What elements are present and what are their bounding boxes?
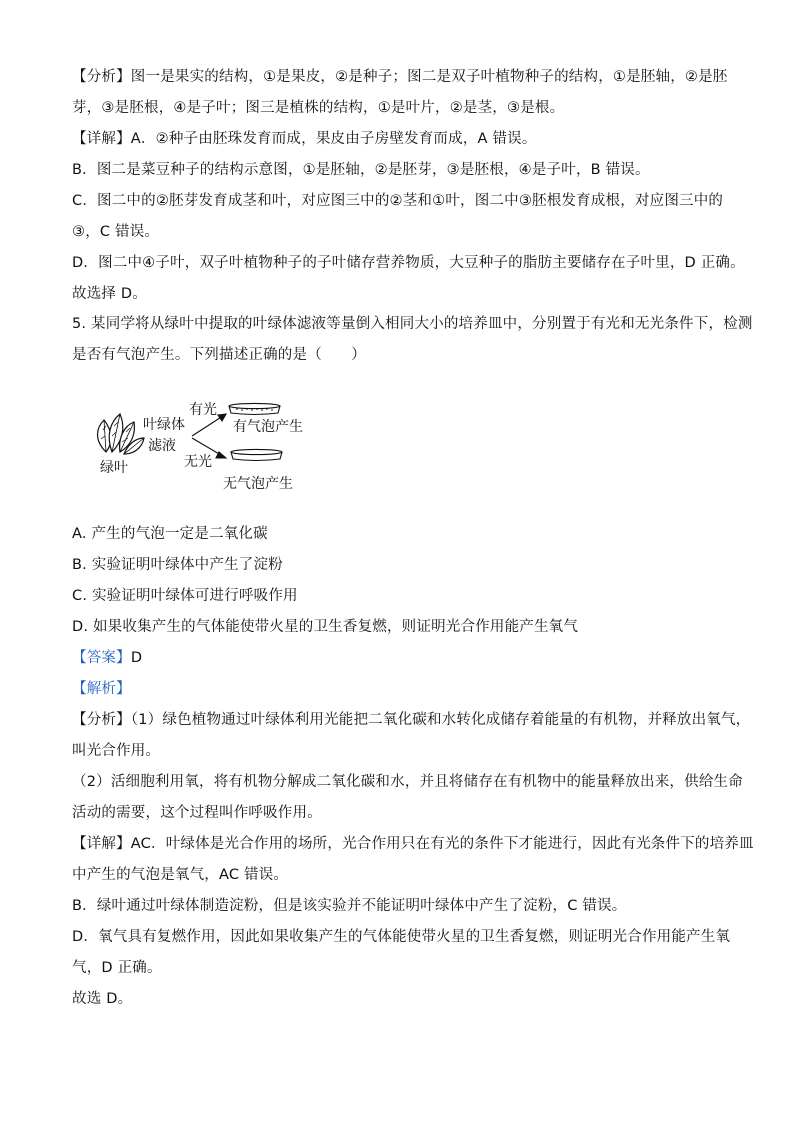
text-line: 活动的需要，这个过程叫作呼吸作用。 (72, 805, 322, 821)
petri-dish-icon (231, 449, 282, 460)
option-a: A. 产生的气泡一定是二氧化碳 (72, 526, 268, 542)
text-line: 故选择 D。 (72, 286, 147, 302)
arrow-icon (192, 414, 226, 458)
answer (72, 648, 732, 668)
text-line: 【详解】A．②种子由胚珠发育而成，果皮由子房壁发育而成，A 错误。 (72, 131, 537, 147)
text-line: 芽，③是胚根，④是子叶；图三是植株的结构，①是叶片，②是茎，③是根。 (72, 100, 565, 116)
dark-condition: 无光 (184, 454, 212, 470)
text-line: 【分析】图一是果实的结构，①是果皮，②是种子；图二是双子叶植物种子的结构，①是胚轴，②是胚 (72, 69, 728, 85)
experiment-diagram (92, 392, 322, 502)
text-line: B．图二是菜豆种子的结构示意图，①是胚轴，②是胚芽，③是胚根，④是子叶，B 错误。 (72, 162, 650, 178)
result-with-light: 有气泡产生 (233, 419, 303, 435)
text-line: 【详解】AC．叶绿体是光合作用的场所，光合作用只在有光的条件下才能进行，因此有光条件下的培养皿 (72, 836, 754, 852)
option-c: C. 实验证明叶绿体可进行呼吸作用 (72, 588, 298, 604)
text-line: D．图二中④子叶，双子叶植物种子的子叶储存营养物质，大豆种子的脂肪主要储存在子叶里，D 正确。 (72, 255, 745, 271)
answer-value: D (130, 650, 143, 666)
leaf-icon (98, 414, 145, 454)
light-condition: 有光 (189, 402, 217, 418)
filtrate-label: 叶绿体 (143, 417, 185, 433)
result-without-light: 无气泡产生 (223, 476, 293, 492)
text-line: D．氧气具有复燃作用，因此如果收集产生的气体能使带火星的卫生香复燃，则证明光合作用能产生氧 (72, 929, 731, 945)
answer-label: 【答案】 (72, 650, 131, 666)
text-line: C．图二中的②胚芽发育成茎和叶，对应图三中的②茎和①叶，图二中③胚根发育成根，对应图三中的 (72, 193, 724, 209)
text-line: 【分析】（1）绿色植物通过叶绿体利用光能把二氧化碳和水转化成储存着能量的有机物，并释放出氧气， (72, 712, 751, 728)
question-stem: 是否有气泡产生。下列描述正确的是（ ） (72, 347, 366, 363)
text-line: ③，C 错误。 (72, 224, 160, 240)
text-line: 故选 D。 (72, 991, 133, 1007)
text-line: （2）活细胞利用氧，将有机物分解成二氧化碳和水，并且将储存在有机物中的能量释放出来，供给生命 (72, 774, 743, 790)
leaf-label: 绿叶 (100, 460, 128, 476)
text-line: 中产生的气泡是氧气，AC 错误。 (72, 867, 289, 883)
text-line: 叫光合作用。 (72, 743, 161, 759)
text-line: B．绿叶通过叶绿体制造淀粉，但是该实验并不能证明叶绿体中产生了淀粉，C 错误。 (72, 898, 627, 914)
option-b: B. 实验证明叶绿体中产生了淀粉 (72, 557, 283, 573)
text-line: 气，D 正确。 (72, 960, 162, 976)
option-d: D. 如果收集产生的气体能使带火星的卫生香复燃，则证明光合作用能产生氧气 (72, 619, 579, 635)
analysis-heading: 【解析】 (72, 681, 131, 697)
filtrate-label: 滤液 (148, 438, 176, 454)
question-stem: 5. 某同学将从绿叶中提取的叶绿体滤液等量倒入相同大小的培养皿中，分别置于有光和无光条件下，检测 (72, 316, 753, 332)
